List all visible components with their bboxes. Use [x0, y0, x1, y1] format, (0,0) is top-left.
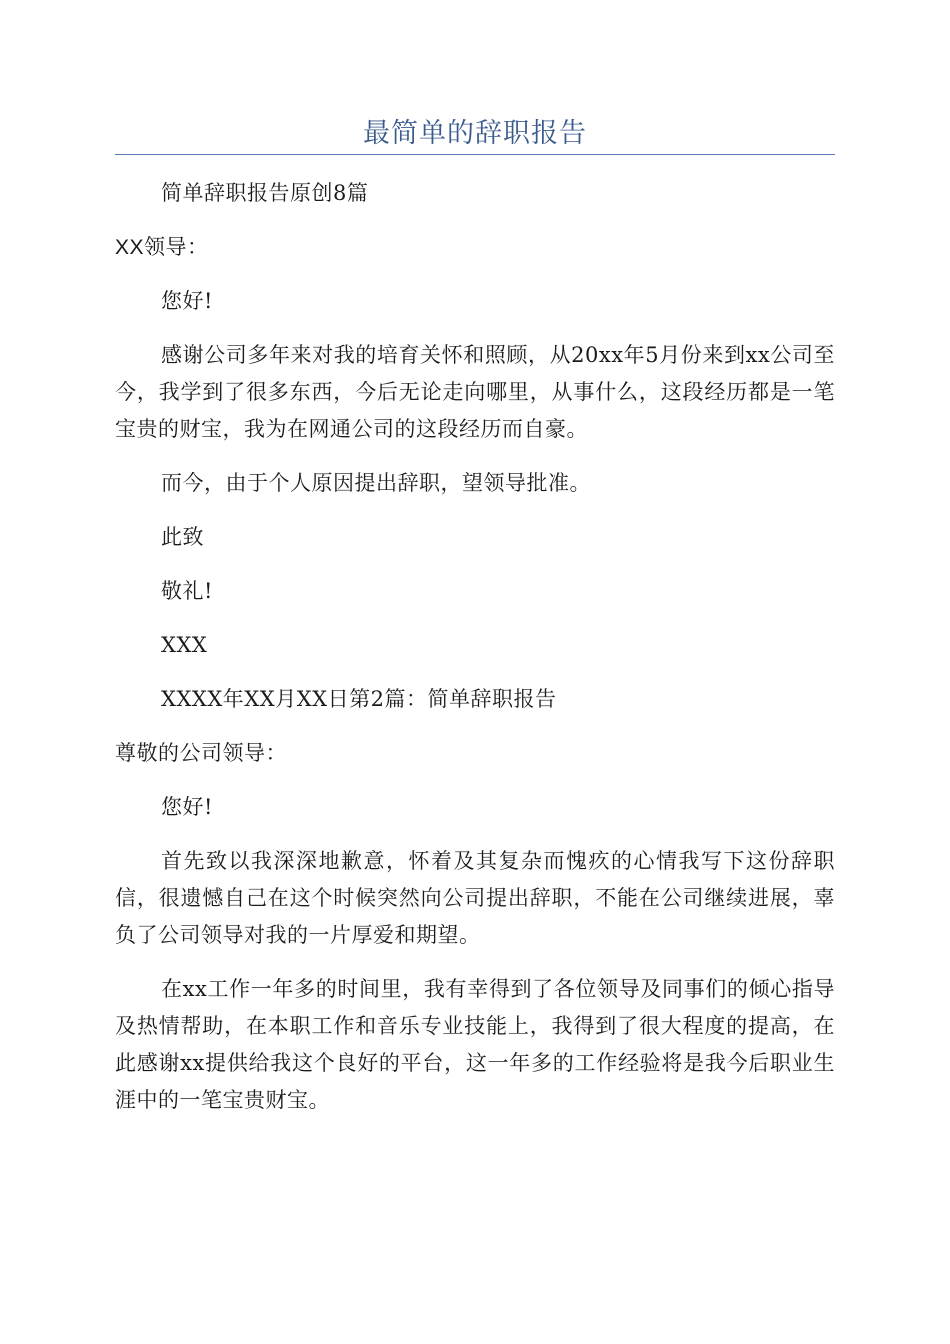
paragraph-request: 而今，由于个人原因提出辞职，望领导批准。 [161, 471, 591, 495]
paragraph-apology: 首先致以我深深地歉意，怀着及其复杂而愧疚的心情我写下这份辞职信，很遗憾自己在这个时候突然向公司提出辞职，不能在公司继续进展，辜负了公司领导对我的一片厚爱和期望。 [115, 849, 835, 947]
paragraph-greeting-2: 您好! [161, 795, 213, 819]
paragraph-greeting-1: 您好! [161, 289, 213, 313]
paragraph-salutation-2: 尊敬的公司领导： [115, 741, 287, 765]
paragraph-date-heading: XXXX年XX月XX日第2篇：简单辞职报告 [161, 687, 557, 711]
paragraph-subtitle: 简单辞职报告原创8篇 [161, 181, 369, 205]
salutation-prefix: XX [115, 236, 145, 259]
paragraph-gratitude: 在xx工作一年多的时间里，我有幸得到了各位领导及同事们的倾心指导及热情帮助，在本职工作和音乐专业技能上，我得到了很大程度的提高，在此感谢xx提供给我这个良好的平台，这一年多的工作经验将是我今后职业生涯中的一笔宝贵财宝。 [115, 977, 835, 1112]
document-title: 最简单的辞职报告 [363, 118, 587, 149]
paragraph-closing-2: 敬礼! [161, 579, 213, 603]
paragraph-salutation-1 [115, 229, 835, 266]
salutation-rest: 领导： [144, 235, 209, 259]
paragraph-closing-1: 此致 [161, 525, 204, 549]
document-body [115, 175, 835, 1136]
title-underline [115, 154, 835, 155]
paragraph-thanks: 感谢公司多年来对我的培育关怀和照顾，从20xx年5月份来到xx公司至今，我学到了很多东西，今后无论走向哪里，从事什么，这段经历都是一笔宝贵的财宝，我为在网通公司的这段经历而自豪。 [115, 343, 835, 441]
paragraph-signature: XXX [161, 633, 208, 657]
